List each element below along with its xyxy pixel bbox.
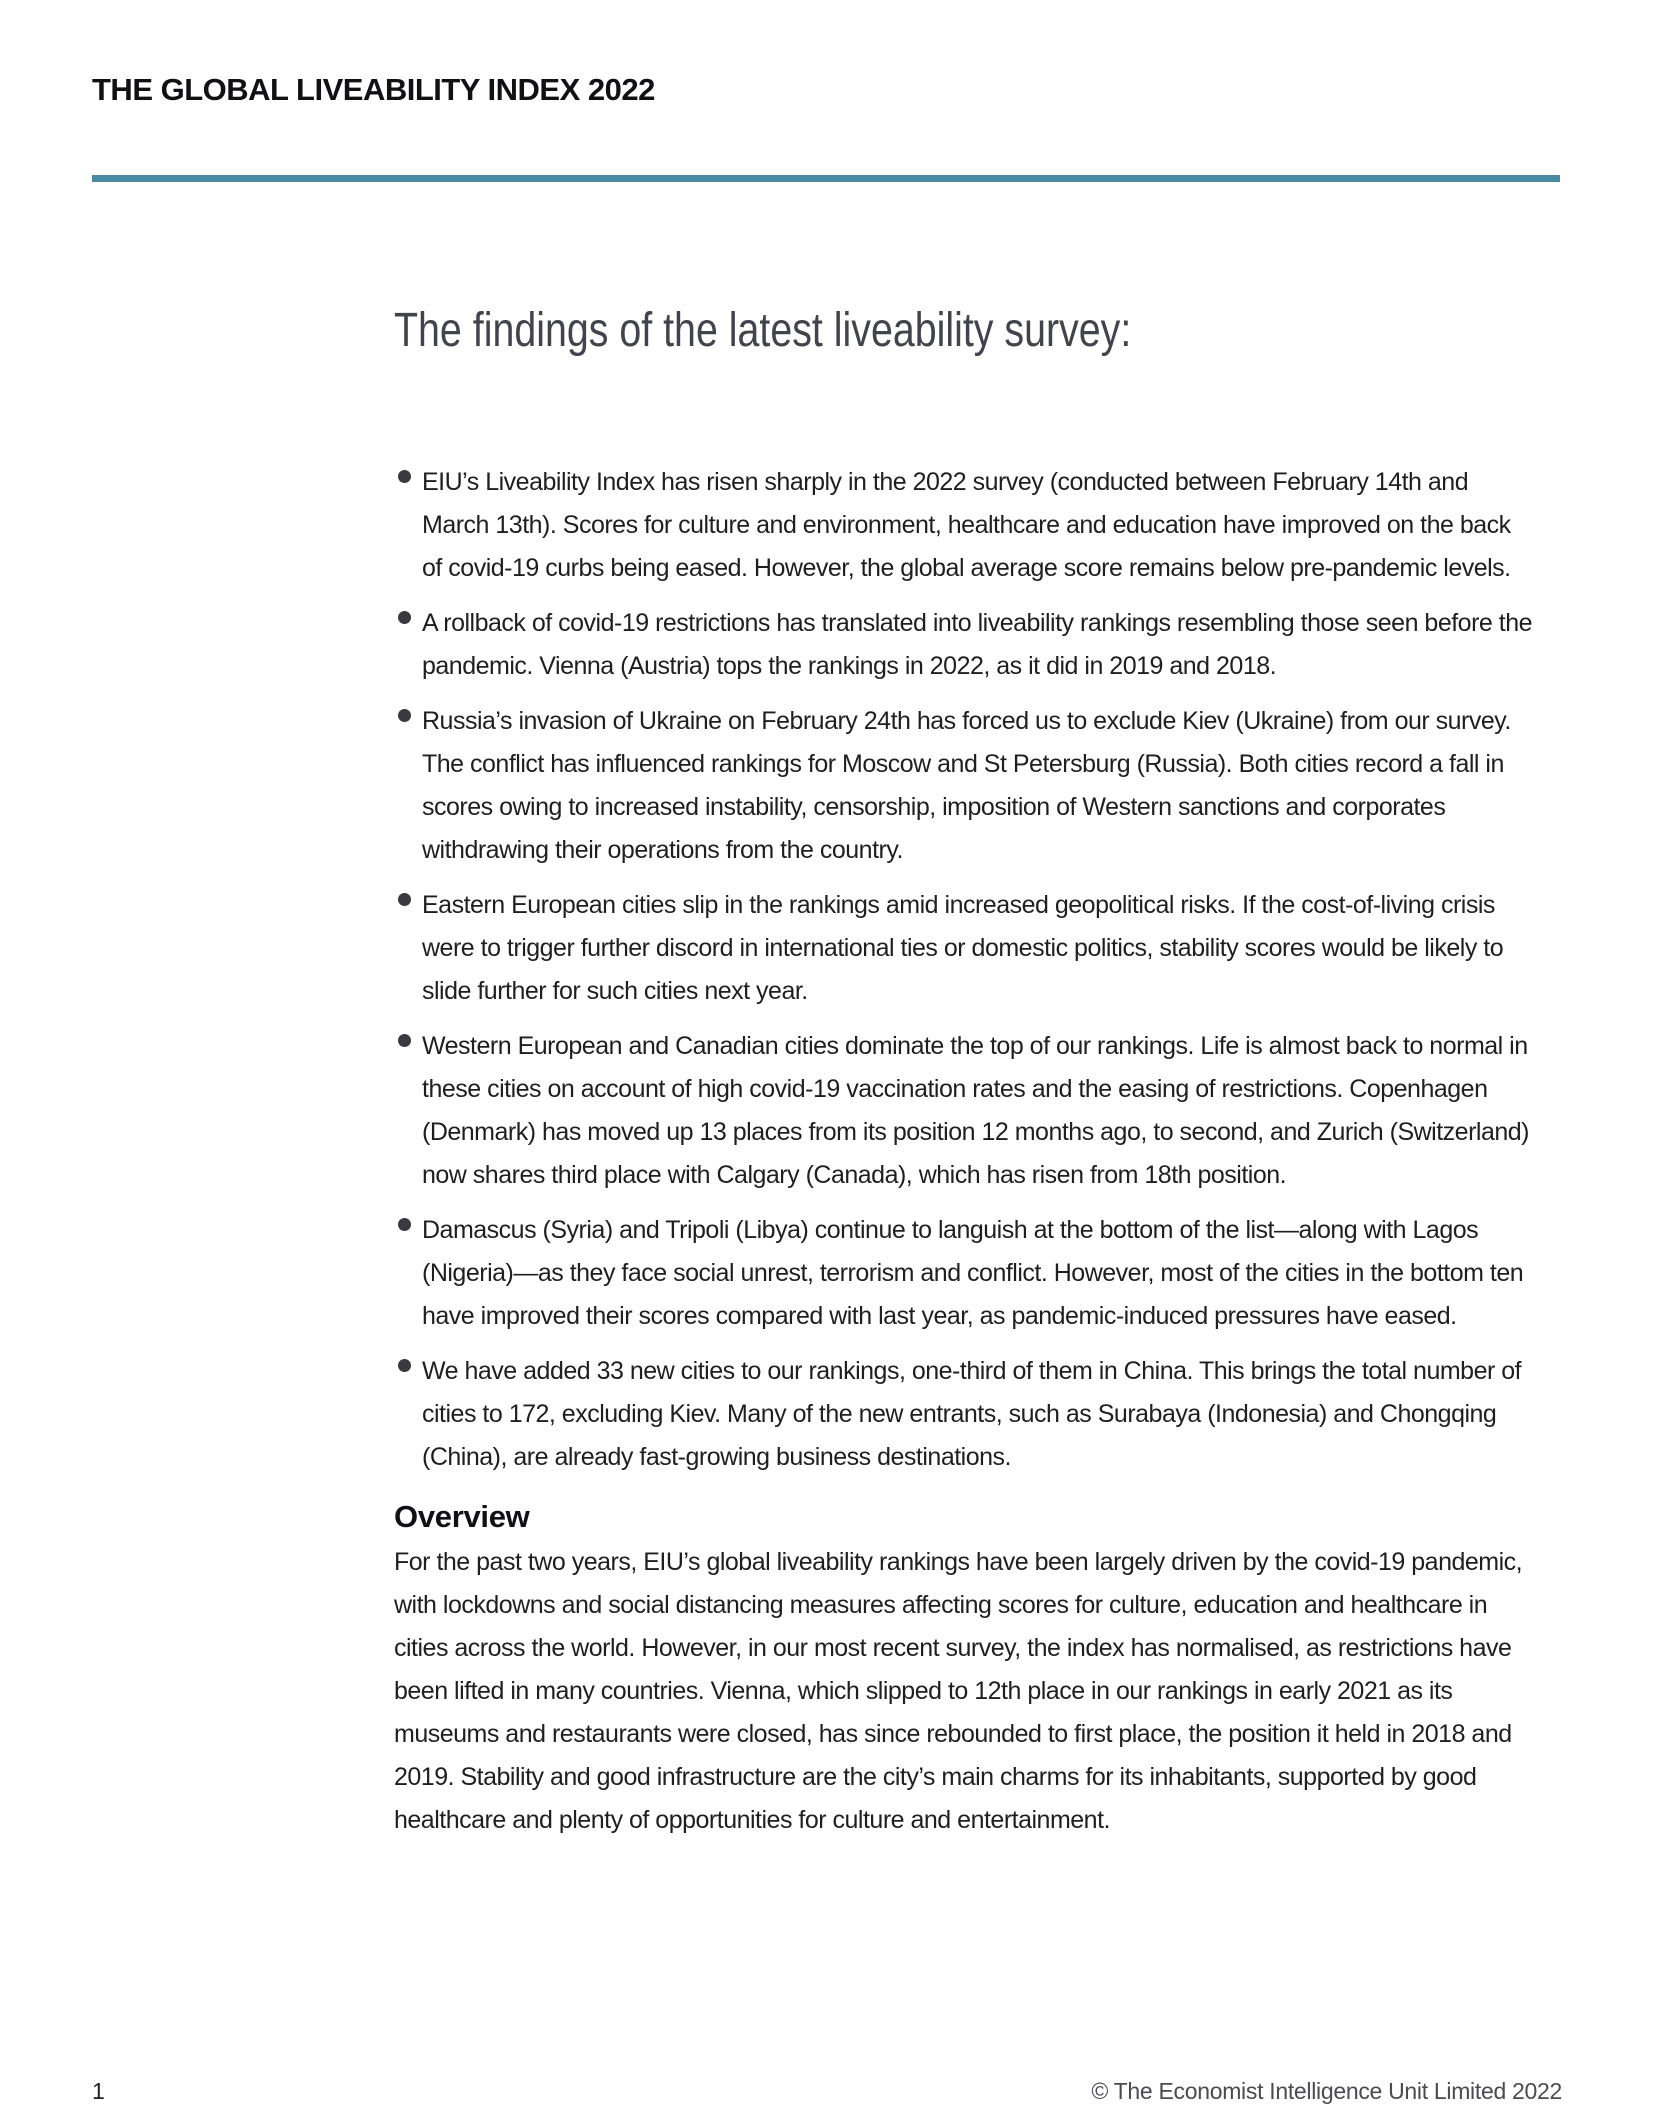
list-item [398, 461, 1554, 590]
report-title: THE GLOBAL LIVEABILITY INDEX 2022 [92, 72, 655, 107]
bullet-text: Russia’s invasion of Ukraine on February 24th has forced us to exclude Kiev (Ukraine) from our survey. The conflict has influenced rankings for Moscow and St Petersburg (Russia). Both cities record a fall in scores owing to increased instability, censorship, imposition of Western sanctions and corporates withdrawing their operations from the country. [422, 707, 1511, 864]
list-item [398, 884, 1554, 1013]
list-item [398, 602, 1554, 688]
header-rule-divider [92, 175, 1560, 182]
bullet-text: Damascus (Syria) and Tripoli (Libya) continue to languish at the bottom of the list—along with Lagos (Nigeria)—as they face social unrest, terrorism and conflict. However, most of the cities in the bottom ten have improved their scores compared with last year, as pandemic-induced pressures have eased. [422, 1216, 1524, 1330]
bullet-text: A rollback of covid-19 restrictions has translated into liveability rankings resembling those seen before the pandemic. Vienna (Austria) tops the rankings in 2022, as it did in 2019 and 2018. [422, 609, 1533, 680]
list-item [398, 700, 1554, 872]
bullet-icon [398, 709, 411, 722]
bullet-text: Eastern European cities slip in the rankings amid increased geopolitical risks. If the cost-of-living crisis were to trigger further discord in international ties or domestic politics, stability scores would be likely to slide further for such cities next year. [422, 891, 1504, 1005]
overview-paragraph: For the past two years, EIU’s global liveability rankings have been largely driven by the covid-19 pandemic, with lockdowns and social distancing measures affecting scores for culture, education and healthcare in cities across the world. However, in our most recent survey, the index has normalised, as restrictions have been lifted in many countries. Vienna, which slipped to 12th place in our rankings in early 2021 as its museums and restaurants were closed, has since rebounded to first place, the position it held in 2018 and 2019. Stability and good infrastructure are the city’s main charms for its inhabitants, supported by good healthcare and plenty of opportunities for culture and entertainment. [394, 1548, 1523, 1834]
section-heading-overview: Overview [394, 1499, 530, 1534]
bullet-icon [398, 1359, 411, 1372]
copyright-text: © The Economist Intelligence Unit Limited 2022 [1091, 2078, 1562, 2104]
bullet-text: Western European and Canadian cities dominate the top of our rankings. Life is almost back to normal in these cities on account of high covid-19 vaccination rates and the easing of restrictions. Copenhagen (Denmark) has moved up 13 places from its position 12 months ago, to second, and Zurich (Switzerland) now shares third place with Calgary (Canada), which has risen from 18th position. [422, 1032, 1529, 1189]
bullet-icon [398, 893, 411, 906]
page-title: The findings of the latest liveability survey: [394, 304, 1132, 357]
bullet-icon [398, 470, 411, 483]
page-number: 1 [92, 2078, 105, 2104]
list-item [398, 1350, 1554, 1479]
bullet-text: We have added 33 new cities to our rankings, one-third of them in China. This brings the total number of cities to 172, excluding Kiev. Many of the new entrants, such as Surabaya (Indonesia) and Chongqing (China), are already fast-growing business destinations. [422, 1357, 1522, 1471]
bullet-icon [398, 1218, 411, 1231]
bullet-icon [398, 1034, 411, 1047]
bullet-icon [398, 611, 411, 624]
findings-bullet-list [394, 461, 1554, 1479]
bullet-text: EIU’s Liveability Index has risen sharply in the 2022 survey (conducted between February 14th and March 13th). Scores for culture and environment, healthcare and education have improved on the back of covid-19 curbs being eased. However, the global average score remains below pre-pandemic levels. [422, 468, 1511, 582]
content-column [394, 303, 1554, 1842]
list-item [398, 1209, 1554, 1338]
list-item [398, 1025, 1554, 1197]
